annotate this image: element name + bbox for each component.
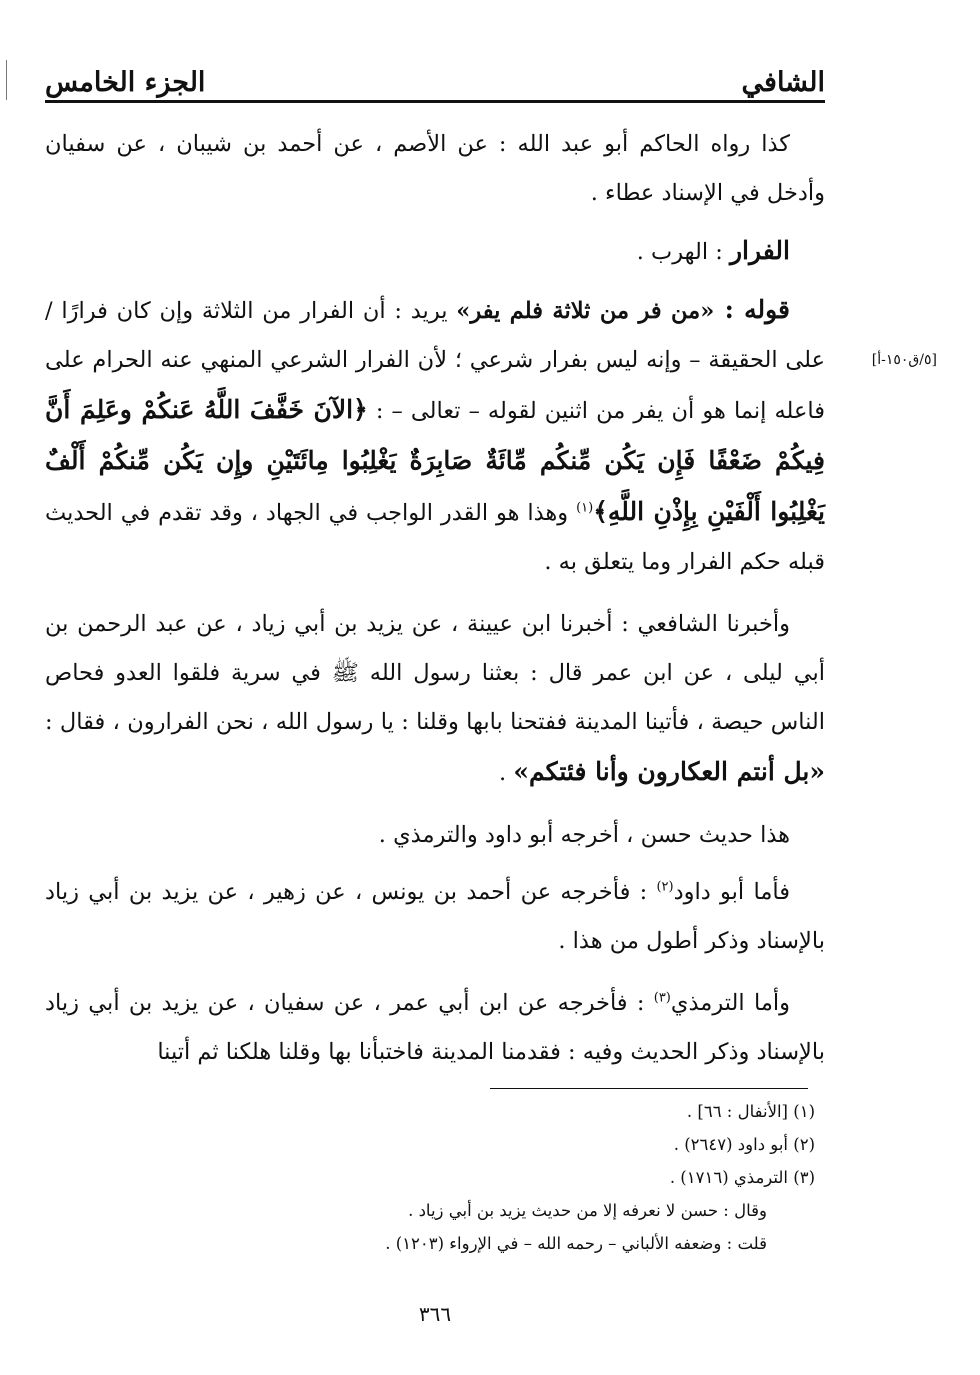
footnote-3: (٣) الترمذي (١٧١٦) . bbox=[669, 1168, 815, 1187]
paragraph-1: كذا رواه الحاكم أبو عبد الله : عن الأصم ، عن أحمد بن شيبان ، عن سفيان وأدخل في الإسناد عطاء . bbox=[45, 131, 825, 206]
narration-text: وأخبرنا الشافعي : أخبرنا ابن عيينة ، عن يزيد بن أبي زياد ، عن عبد الرحمن بن أبي ليلى ، عن ابن عمر قال : بعثنا رسول الله ﷺ في سرية فلقوا العدو فحاص الناس حيصة ، فأتينا المدينة ففتحنا بابها وقلنا : يا رسول الله ، نحن الفرارون ، فقال : bbox=[45, 611, 825, 735]
quran-verse: ﴿الآنَ خَفَّفَ اللَّهُ عَنكُمْ وعَلِمَ أَنَّ فِيكُمْ ضَعْفًا فَإِن يَكُن مِّنكُم مِّائَةٌ صَابِرَةٌ يَغْلِبُوا مِائَتَيْنِ وإِن يَكُن مِّنكُمْ أَلْفٌ يَغْلِبُوا أَلْفَيْنِ بِإِذْنِ اللَّهِ﴾ bbox=[45, 395, 825, 526]
paragraph-3 bbox=[45, 285, 825, 587]
commentary-text-2: وهذا هو القدر الواجب في الجهاد ، وقد تقدم في الحديث قبله حكم الفرار وما يتعلق به . bbox=[45, 500, 825, 575]
footnote-3-continuation-1: وقال : حسن لا نعرفه إلا من حديث يزيد بن أبي زياد . bbox=[408, 1201, 767, 1220]
abu-dawud-text: : فأخرجه عن أحمد بن يونس ، عن زهير ، عن يزيد بن أبي زياد بالإسناد وذكر أطول من هذا . bbox=[45, 879, 825, 954]
header-volume-title: الجزء الخامس bbox=[45, 67, 206, 98]
paragraph-5: هذا حديث حسن ، أخرجه أبو داود والترمذي . bbox=[378, 822, 790, 848]
commentary-text-1: يريد : أن الفرار من الثلاثة وإن كان فرارًا / على الحقيقة – وإنه ليس بفرار شرعي ؛ لأن الفرار الشرعي المنهي عنه الحرام على فاعله إنما هو أن يفر من اثنين لقوله – تعالى – : bbox=[45, 298, 825, 424]
main-text bbox=[45, 120, 825, 1090]
hadith-quote: «من فر من ثلاثة فلم يفر» bbox=[456, 298, 715, 324]
page-number: ٣٦٦ bbox=[418, 1302, 452, 1326]
footnote-2: (٢) أبو داود (٢٦٤٧) . bbox=[673, 1135, 815, 1154]
page-edge-mark bbox=[6, 60, 7, 100]
header-rule bbox=[45, 100, 825, 103]
narration-end: . bbox=[499, 760, 514, 786]
prophet-quote: «بل أنتم العكارون وأنا فئتكم» bbox=[513, 757, 825, 786]
commentary-lead: قوله : bbox=[714, 295, 790, 324]
paragraph-7 bbox=[45, 979, 825, 1077]
abu-dawud-lead: فأما أبو داود bbox=[673, 879, 790, 905]
definition-term: الفرار bbox=[729, 236, 790, 265]
manuscript-folio-note: [٥/ق١٥٠-أ] bbox=[871, 352, 937, 368]
tirmidhi-lead: وأما الترمذي bbox=[670, 990, 790, 1016]
tirmidhi-text: : فأخرجه عن ابن أبي عمر ، عن سفيان ، عن يزيد بن أبي زياد بالإسناد وذكر الحديث وفيه : فقدمنا المدينة فاختبأنا بها وقلنا هلكنا ثم أتينا bbox=[45, 990, 825, 1065]
paragraph-4 bbox=[45, 600, 825, 798]
running-header bbox=[45, 52, 825, 98]
paragraph-2 bbox=[45, 226, 825, 277]
footnote-ref-1: (١) bbox=[576, 500, 594, 516]
footnote-3-continuation-2: قلت : وضعفه الألباني – رحمه الله – في الإرواء (١٢٠٣) . bbox=[385, 1234, 767, 1253]
footnote-ref-2: (٢) bbox=[656, 879, 674, 895]
footnote-separator bbox=[490, 1088, 808, 1089]
paragraph-6 bbox=[45, 868, 825, 966]
header-book-title: الشافي bbox=[741, 67, 825, 98]
definition-text: : الهرب . bbox=[636, 239, 730, 265]
footnote-ref-3: (٣) bbox=[653, 990, 671, 1006]
footnotes bbox=[45, 1095, 815, 1260]
footnote-1: (١) [الأنفال : ٦٦] . bbox=[686, 1102, 815, 1121]
